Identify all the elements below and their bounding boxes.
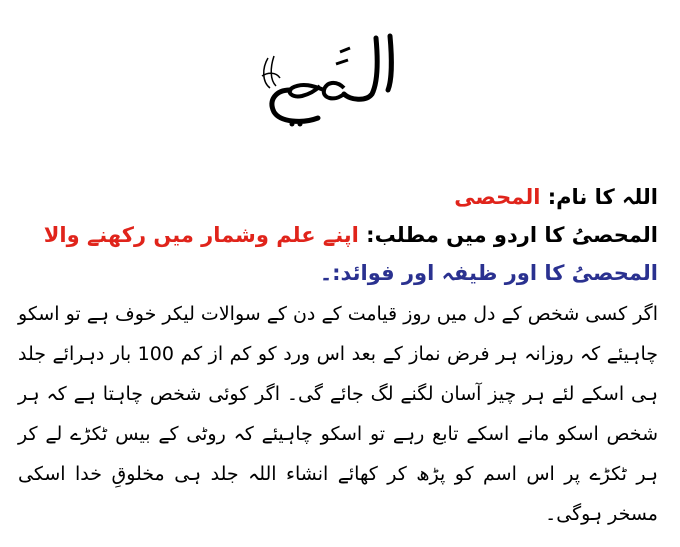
meaning-label: المحصیُ کا اردو میں مطلب: [366, 223, 658, 247]
meaning-value: اپنے علم وشمار میں رکھنے والا [43, 223, 359, 247]
meaning-row [18, 216, 658, 254]
benefits-heading: المحصیُ کا اور ظیفہ اور فوائد:۔ [319, 261, 658, 285]
calligraphy-artwork [240, 28, 440, 128]
benefits-paragraph: اگر کسی شخص کے دل میں روز قیامت کے دن کے سوالات لیکر خوف ہے تو اسکو چاہیئے کہ روزانہ ہر فرض نماز کے بعد اس ورد کو کم از کم 100 بار دہرائے جلد ہی اسکے لئے ہر چیز آسان لگنے لگ جائے گی۔ اگر کوئی شخص چاہتا ہے کہ ہر شخص اسکو مانے اسکے تابع رہے تو اسکو چاہیئے کہ روٹی کے بیس ٹکڑے لے کر ہر ٹکڑے پر اس اسم کو پڑھ کر کھائے انشاء اللہ جلد ہی مخلوقِ خدا اسکی مسخر ہوگی۔ [18, 303, 659, 525]
name-value: المحصی [454, 185, 541, 209]
calligraphy-logo [240, 28, 440, 128]
name-label: اللہ کا نام: [547, 185, 658, 209]
article-content [18, 178, 658, 534]
name-row [18, 178, 658, 216]
